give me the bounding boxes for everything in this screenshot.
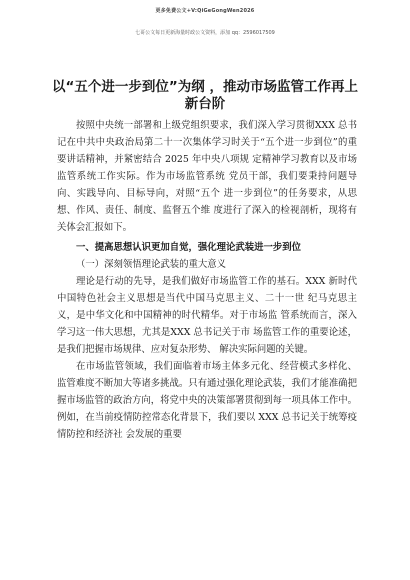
body-paragraph: 理论是行动的先导，是我们做好市场监管工作的基石。XXX 新时代中国特色社会主义思想是当代中国马克思主义、二十一世 纪马克思主义，是中华文化和中国精神的时代精华。对于市场监 管系统而言，深入学习这一伟大思想，尤其是XXX 总书记关于市 场监管工作的重要论述，是我们把握市场规律、应对复杂形势、 解决实际问题的关键。 bbox=[57, 276, 357, 355]
section-heading: 一、提高思想认识更加自觉，强化理论武装进一步到位 bbox=[76, 242, 302, 253]
intro-paragraph: 按照中央统一部署和上级党组织要求，我们深入学习贯彻XXX 总书记在中共中央政治局第二十一次集体学习时关于“五个进一步到位”的重要讲话精神，并紧密结合 2025 年中央八项规 定精神学习教育以及市场监管系统工作实际。作为市场监管系统 党员干部，我们要秉持问题导向、实践导向、目标导向，对照“五个 进一步到位”的任务要求，从思想、作风、责任、制度、监督五个维 度进行了深入的检视剖析，现将有关体会汇报如下。 bbox=[57, 120, 357, 233]
document-title: 以“五个进一步到位”为纲 ，推动市场监管工作再上新台阶 bbox=[52, 79, 358, 112]
subsection-heading: （一）深刻领悟理论武装的重大意义 bbox=[76, 259, 227, 270]
header-promo-note: 更多免费公文+V:QiGeGongWen2026 bbox=[155, 8, 255, 14]
document-body bbox=[57, 117, 357, 443]
header-contact-note: 七哥公文每日更新海量时政公文资料，添加 qq：2596017509 bbox=[135, 30, 275, 36]
body-paragraph: 在市场监管领域，我们面临着市场主体多元化、经营模式多样化、监管难度不断加大等诸多挑战。只有通过强化理论武装，我们才能准确把握市场监管的政治方向，将党中央的决策部署贯彻到每一项具体工作中。例如，在当前疫情防控常态化背景下，我们要以 XXX 总书记关于统筹疫情防控和经济社 会发展的重要 bbox=[57, 361, 358, 440]
